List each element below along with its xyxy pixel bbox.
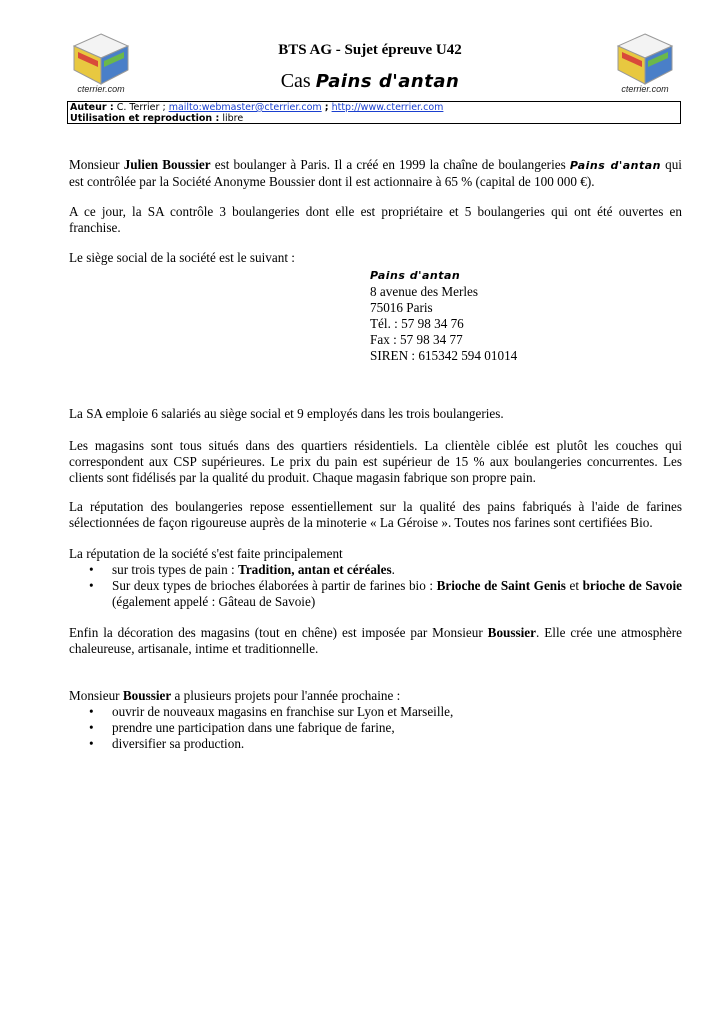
- owner-surname: Boussier: [487, 625, 537, 640]
- projects-list: [69, 704, 682, 752]
- text-span: Enfin la décoration des magasins (tout en chêne) est imposée par Monsieur: [69, 625, 488, 640]
- address-city: 75016 Paris: [370, 300, 433, 315]
- cterrier-logo-left: [68, 30, 134, 96]
- case-name: Pains d'antan: [315, 71, 460, 92]
- usage-line: [70, 113, 678, 124]
- stores-location-paragraph: Les magasins sont tous situés dans des quartiers résidentiels. La clientèle ciblée est plutôt les couches qui correspondent aux CSP supérieures. Le prix du pain est supérieur de 15 % aux boulangeries concurrentes. Les clients sont fidélisés par la qualité du produit. Chaque magasin fabrique son propre pain.: [69, 438, 682, 485]
- brioche-1: Brioche de Saint Genis: [436, 578, 566, 593]
- text-span: . Elle crée une atmosphère chaleureuse, artisanale, intime et traditionnelle.: [69, 625, 683, 656]
- bread-types: Tradition, antan et céréales: [238, 562, 392, 577]
- author-name: C. Terrier ;: [116, 102, 166, 113]
- stores-paragraph: A ce jour, la SA contrôle 3 boulangeries dont elle est propriétaire et 5 boulangeries qui ont été ouvertes en franchise.: [69, 204, 682, 235]
- intro-paragraph: [69, 157, 682, 190]
- text-span: Monsieur: [69, 157, 124, 172]
- head-office-address: [370, 268, 517, 364]
- case-title: [150, 70, 590, 93]
- text-span: Monsieur: [69, 688, 123, 703]
- cterrier-logo-right: [612, 30, 678, 96]
- logo-text: cterrier.com: [621, 84, 669, 94]
- author-email-link[interactable]: mailto:webmaster@cterrier.com: [168, 102, 322, 113]
- list-item: [69, 562, 682, 578]
- owner-surname: Boussier: [122, 688, 172, 703]
- address-company: Pains d'antan: [370, 269, 461, 282]
- text-span: et: [565, 578, 583, 593]
- usage-value: libre: [222, 113, 244, 124]
- case-prefix: Cas: [280, 70, 311, 92]
- cube-logo-icon: [68, 30, 134, 86]
- cube-logo-icon: [612, 30, 678, 86]
- owner-name: Julien Boussier: [123, 157, 211, 172]
- text-span: qui est contrôlée par la Société Anonyme Boussier dont il est actionnaire à 65 % (capital de 100 000 €).: [69, 157, 682, 189]
- author-line: [70, 102, 678, 113]
- list-item: [69, 578, 682, 610]
- document-title: BTS AG - Sujet épreuve U42: [278, 42, 462, 58]
- text-span: est boulanger à Paris. Il a créé en 1999 la chaîne de boulangeries: [210, 157, 570, 172]
- text-span: Sur deux types de brioches élaborées à partir de farines bio :: [112, 578, 437, 593]
- projects-intro: [69, 688, 682, 704]
- decoration-paragraph: [69, 625, 682, 657]
- text-span: (également appelé : Gâteau de Savoie): [112, 594, 316, 609]
- head-office-intro: Le siège social de la société est le suivant :: [69, 250, 295, 265]
- list-item: • prendre une participation dans une fabrique de farine,: [69, 720, 682, 736]
- author-website-link[interactable]: http://www.cterrier.com: [331, 102, 444, 113]
- usage-label: Utilisation et reproduction :: [70, 113, 220, 124]
- list-item: • ouvrir de nouveaux magasins en franchise sur Lyon et Marseille,: [69, 704, 682, 720]
- brioche-2: brioche de Savoie: [582, 578, 682, 593]
- address-siren: SIREN : 615342 594 01014: [370, 348, 518, 363]
- products-list: [69, 562, 682, 610]
- reputation-paragraph: La réputation des boulangeries repose essentiellement sur la qualité des pains fabriqués à l'aide de farines sélectionnées de façon rigoureuse auprès de la minoterie « La Géroise ». Toutes nos farines sont certifiées Bio.: [69, 499, 682, 530]
- employees-paragraph: La SA emploie 6 salariés au siège social et 9 employés dans les trois boulangeries.: [69, 406, 504, 421]
- brand-name: Pains d'antan: [569, 159, 661, 172]
- address-fax: Fax : 57 98 34 77: [370, 332, 463, 347]
- text-span: .: [391, 562, 395, 577]
- author-label: Auteur :: [70, 102, 114, 113]
- address-tel: Tél. : 57 98 34 76: [370, 316, 464, 331]
- reputation-intro: La réputation de la société s'est faite principalement: [69, 546, 343, 561]
- address-street: 8 avenue des Merles: [370, 284, 479, 299]
- text-span: a plusieurs projets pour l'année prochaine :: [171, 688, 401, 703]
- author-separator: ;: [324, 102, 329, 113]
- logo-text: cterrier.com: [77, 84, 125, 94]
- author-info-box: [67, 101, 681, 124]
- text-span: sur trois types de pain :: [112, 562, 238, 577]
- list-item: • diversifier sa production.: [69, 736, 682, 752]
